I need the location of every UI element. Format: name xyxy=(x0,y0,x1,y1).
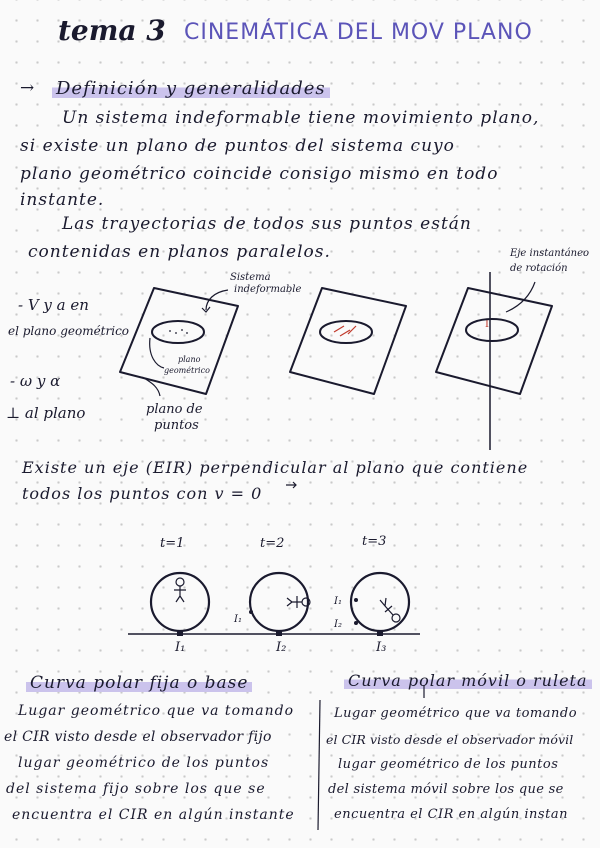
eje-label-1: Eje instantáneo xyxy=(510,248,590,259)
para2-line2: contenidas en planos paralelos. xyxy=(28,242,331,262)
page-title: CINEMÁTICA DEL MOV PLANO xyxy=(184,20,533,45)
side-note-1: - V y a en xyxy=(18,296,89,314)
section-heading: Definición y generalidades xyxy=(52,78,330,99)
plano-geo-label-1: plano xyxy=(178,355,201,364)
plane-shape-1 xyxy=(120,288,238,394)
col2-line4: del sistema móvil sobre los que se xyxy=(328,782,564,797)
col2-line1: Lugar geométrico que va tomando xyxy=(334,706,578,721)
para1-line2: si existe un plano de puntos del sistema cuyo xyxy=(20,136,455,156)
col2-heading: Curva polar móvil o ruleta xyxy=(344,671,592,690)
geometric-plane-ellipse-1 xyxy=(152,321,204,343)
sistema-label-2: indeformable xyxy=(234,284,302,295)
eje-marker: I xyxy=(485,319,489,330)
col2-line5: encuentra el CIR en algún instan xyxy=(334,807,568,822)
leader-plano-geo xyxy=(150,338,164,368)
para2-line1: Las trayectorias de todos sus puntos están xyxy=(62,214,472,234)
col1-line2: el CIR visto desde el observador fijo xyxy=(4,729,272,745)
wheel-t3 xyxy=(351,573,409,631)
para1-line4: instante. xyxy=(20,190,105,210)
col2-line2: el CIR visto desde el observador móvil xyxy=(326,732,574,747)
sistema-label-1: Sistema xyxy=(230,272,271,283)
plane-shape-2 xyxy=(290,288,406,394)
inner-label-1: I₁ xyxy=(234,614,242,625)
contact-label-1: I₁ xyxy=(175,640,186,655)
contact-label-2: I₂ xyxy=(276,640,287,655)
time-label-1: t=1 xyxy=(160,536,185,551)
column-divider xyxy=(318,700,320,830)
statement-line1: Existe un eje (EIR) perpendicular al plano que contiene xyxy=(22,458,529,477)
para1-line1: Un sistema indeformable tiene movimiento plano, xyxy=(62,108,540,128)
plano-puntos-label-2: puntos xyxy=(154,418,199,433)
col1-heading: Curva polar fija o base xyxy=(26,673,252,693)
plano-puntos-label-1: plano de xyxy=(146,402,203,417)
time-label-3: t=3 xyxy=(362,534,387,549)
side-note-3: - ω y α xyxy=(10,372,61,390)
geometric-plane-ellipse-3 xyxy=(466,319,518,341)
side-note-4: ⊥ al plano xyxy=(6,404,86,422)
col1-line3: lugar geométrico de los puntos xyxy=(18,755,270,771)
tema-label: tema 3 xyxy=(58,14,166,47)
para1-line3: plano geométrico coincide consigo mismo en todo xyxy=(20,164,499,184)
col1-line4: del sistema fijo sobre los que se xyxy=(6,781,266,797)
contact-label-3: I₃ xyxy=(376,640,387,655)
eje-label-2: de rotación xyxy=(510,263,568,274)
time-label-2: t=2 xyxy=(260,536,285,551)
statement-line2: todos los puntos con v = 0 xyxy=(22,484,263,503)
inner-label-2: I₁ xyxy=(334,596,342,607)
col2-line3: lugar geométrico de los puntos xyxy=(338,757,559,772)
side-note-2: el plano geométrico xyxy=(8,324,130,338)
inner-label-3: I₂ xyxy=(334,619,342,630)
heading-arrow: → xyxy=(20,78,36,98)
wheel-t1 xyxy=(151,573,209,631)
col1-line5: encuentra el CIR en algún instante xyxy=(12,807,295,823)
plano-geo-label-2: geométrico xyxy=(164,366,210,375)
col1-line1: Lugar geométrico que va tomando xyxy=(18,703,295,719)
